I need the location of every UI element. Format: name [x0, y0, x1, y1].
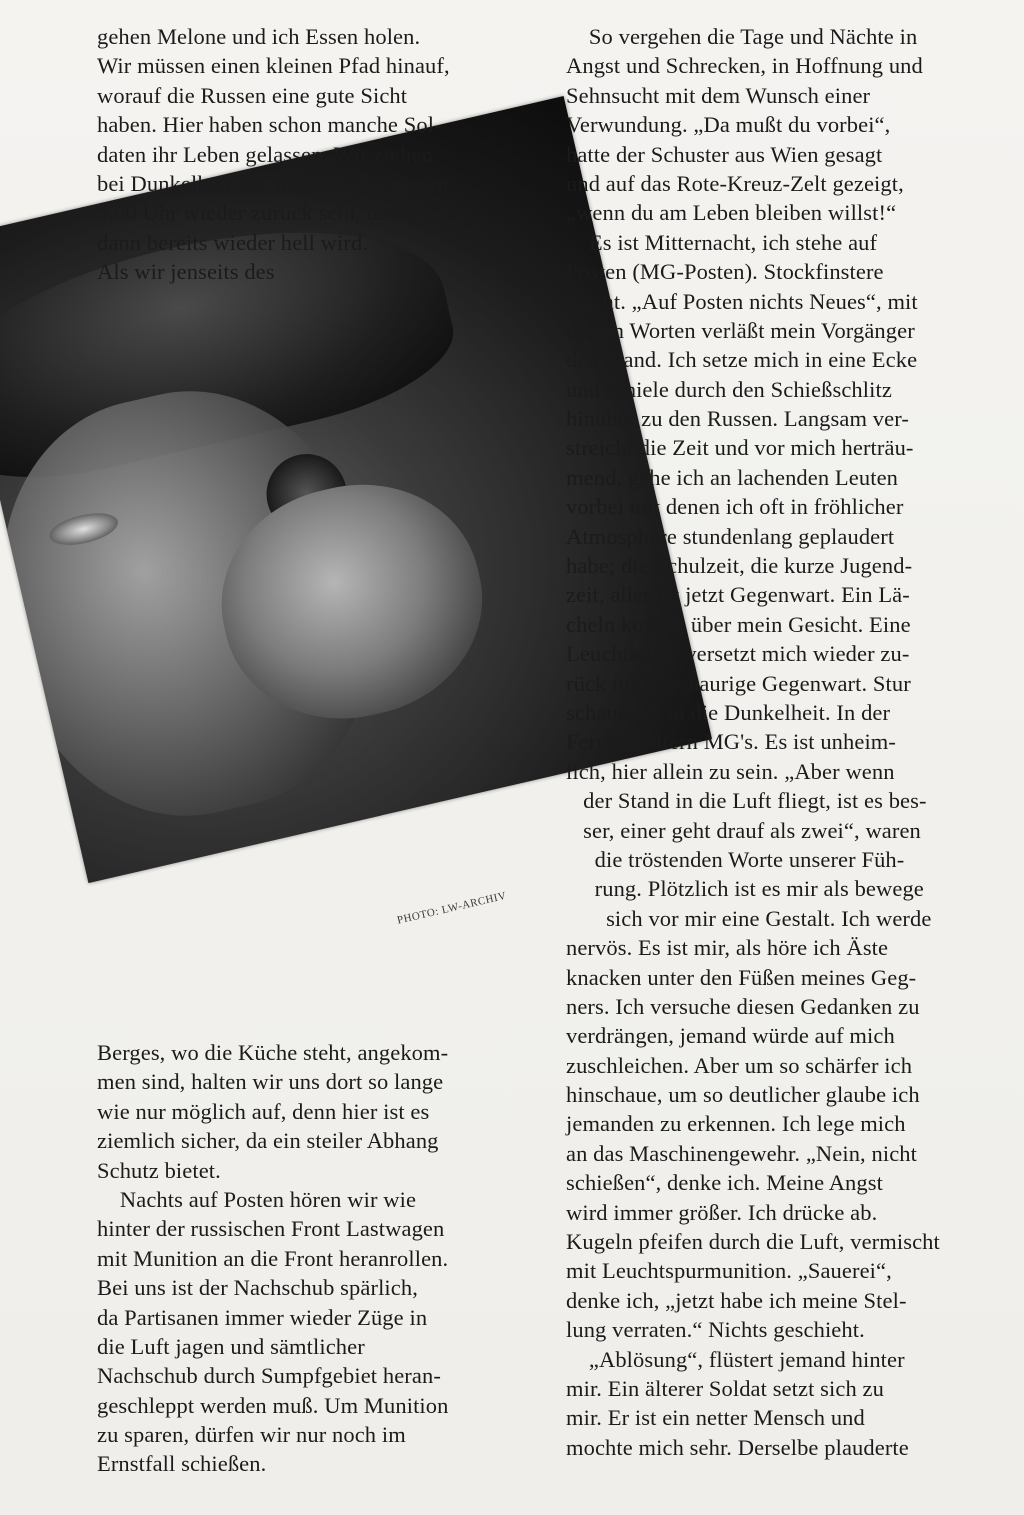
text-line: an das Maschinengewehr. „Nein, nicht: [566, 1140, 917, 1166]
text-line: „Ablösung“, flüstert jemand hinter: [566, 1346, 905, 1372]
text-line: nervös. Es ist mir, als höre ich Äste: [566, 935, 889, 961]
text-line: rung. Plötzlich ist es mir als bewege: [566, 876, 924, 902]
text-line: Verwundung. „Da mußt du vorbei“,: [566, 112, 891, 138]
text-line: diesen Worten verläßt mein Vorgänger: [566, 317, 915, 343]
text-line: geschleppt werden muß. Um Munition: [97, 1392, 449, 1418]
text-line: gehen Melone und ich Essen holen.: [97, 24, 421, 49]
text-line: wird immer größer. Ich drücke ab.: [566, 1199, 878, 1225]
text-line: streicht die Zeit und vor mich herträu-: [566, 435, 914, 461]
text-line: rück in die schaurige Gegenwart. Stur: [566, 670, 911, 696]
text-line: Schutz bietet.: [97, 1157, 221, 1183]
text-line: habe; die Schulzeit, die kurze Jugend-: [566, 553, 913, 579]
text-line: hinschaue, um so deutlicher glaube ich: [566, 1082, 920, 1108]
text-line: Nachschub durch Sumpfgebiet heran-: [97, 1363, 441, 1389]
text-line: zu sparen, dürfen wir nur noch im: [97, 1422, 406, 1448]
text-line: 3.00 Uhr wieder zurück sein, da es: [97, 200, 413, 226]
text-line: daten ihr Leben gelassen. Wir ziehen: [97, 141, 433, 167]
text-line: den Stand. Ich setze mich in eine Ecke: [566, 347, 918, 373]
text-line: Berges, wo die Küche steht, angekom-: [97, 1040, 449, 1065]
text-line: Wir müssen einen kleinen Pfad hinauf,: [97, 53, 450, 79]
text-line: da Partisanen immer wieder Züge in: [97, 1304, 428, 1330]
right-column: [566, 22, 940, 1462]
text-line: bei Dunkelheit los, müssen aber gegen: [97, 170, 449, 196]
text-line: mend, gehe ich an lachenden Leuten: [566, 464, 899, 490]
text-line: Bei uns ist der Nachschub spärlich,: [97, 1275, 418, 1301]
text-line: men sind, halten wir uns dort so lange: [97, 1069, 444, 1095]
left-column-top: [97, 22, 450, 287]
text-line: der Stand in die Luft fliegt, ist es bes-: [566, 788, 927, 814]
text-line: Nacht. „Auf Posten nichts Neues“, mit: [566, 288, 918, 314]
text-line: Leuchtkugel versetzt mich wieder zu-: [566, 641, 910, 667]
text-line: Ernstfall schießen.: [97, 1451, 267, 1477]
text-line: Atmosphäre stundenlang geplaudert: [566, 523, 895, 549]
text-line: vorbei mit denen ich oft in fröhlicher: [566, 494, 904, 520]
text-line: Ferne knattern MG's. Es ist unheim-: [566, 729, 897, 755]
text-line: Posten (MG-Posten). Stockfinstere: [566, 259, 884, 285]
text-line: worauf die Russen eine gute Sicht: [97, 82, 408, 108]
text-line: und schiele durch den Schießschlitz: [566, 376, 892, 402]
text-line: zuschleichen. Aber um so schärfer ich: [566, 1052, 913, 1078]
text-line: ser, einer geht drauf als zwei“, waren: [566, 817, 921, 843]
text-line: knacken unter den Füßen meines Geg-: [566, 964, 917, 990]
text-line: hinüber zu den Russen. Langsam ver-: [566, 406, 909, 432]
text-line: verdrängen, jemand würde auf mich: [566, 1023, 895, 1049]
text-line: „wenn du am Leben bleiben willst!“: [566, 200, 897, 226]
text-line: So vergehen die Tage und Nächte in: [566, 24, 918, 49]
left-column-bottom: [97, 1038, 448, 1479]
text-line: hinter der russischen Front Lastwagen: [97, 1216, 445, 1242]
text-line: Kugeln pfeifen durch die Luft, vermischt: [566, 1229, 940, 1255]
text-line: wie nur möglich auf, denn hier ist es: [97, 1098, 430, 1124]
text-line: ners. Ich versuche diesen Gedanken zu: [566, 993, 920, 1019]
text-line: mit Munition an die Front heranrollen.: [97, 1245, 449, 1271]
text-line: cheln kommt über mein Gesicht. Eine: [566, 611, 911, 637]
text-line: mir. Er ist ein netter Mensch und: [566, 1405, 865, 1431]
text-line: mir. Ein älterer Soldat setzt sich zu: [566, 1375, 884, 1401]
text-line: und auf das Rote-Kreuz-Zelt gezeigt,: [566, 170, 904, 196]
text-line: lung verraten.“ Nichts geschieht.: [566, 1317, 865, 1343]
text-line: jemanden zu erkennen. Ich lege mich: [566, 1111, 906, 1137]
text-line: mit Leuchtspurmunition. „Sauerei“,: [566, 1258, 892, 1284]
text-line: Angst und Schrecken, in Hoffnung und: [566, 53, 923, 79]
text-line: dann bereits wieder hell wird.: [97, 229, 369, 255]
text-line: Nachts auf Posten hören wir wie: [97, 1186, 417, 1212]
text-line: denke ich, „jetzt habe ich meine Stel-: [566, 1287, 907, 1313]
text-line: Als wir jenseits des: [97, 259, 275, 285]
text-line: sich vor mir eine Gestalt. Ich werde: [566, 905, 932, 931]
text-line: zeit, alles ist jetzt Gegenwart. Ein Lä-: [566, 582, 910, 608]
text-line: ziemlich sicher, da ein steiler Abhang: [97, 1128, 439, 1154]
text-line: schaue ich in die Dunkelheit. In der: [566, 699, 891, 725]
text-line: schießen“, denke ich. Meine Angst: [566, 1170, 883, 1196]
text-line: mochte mich sehr. Derselbe plauderte: [566, 1434, 909, 1460]
text-line: die tröstenden Worte unserer Füh-: [566, 846, 905, 872]
text-line: Sehnsucht mit dem Wunsch einer: [566, 82, 871, 108]
text-line: hatte der Schuster aus Wien gesagt: [566, 141, 883, 167]
text-line: Es ist Mitternacht, ich stehe auf: [566, 229, 878, 255]
text-line: lich, hier allein zu sein. „Aber wenn: [566, 758, 895, 784]
text-line: die Luft jagen und sämtlicher: [97, 1333, 365, 1359]
photo-credit: PHOTO: LW-ARCHIV: [396, 889, 508, 927]
text-line: haben. Hier haben schon manche Sol-: [97, 112, 442, 138]
